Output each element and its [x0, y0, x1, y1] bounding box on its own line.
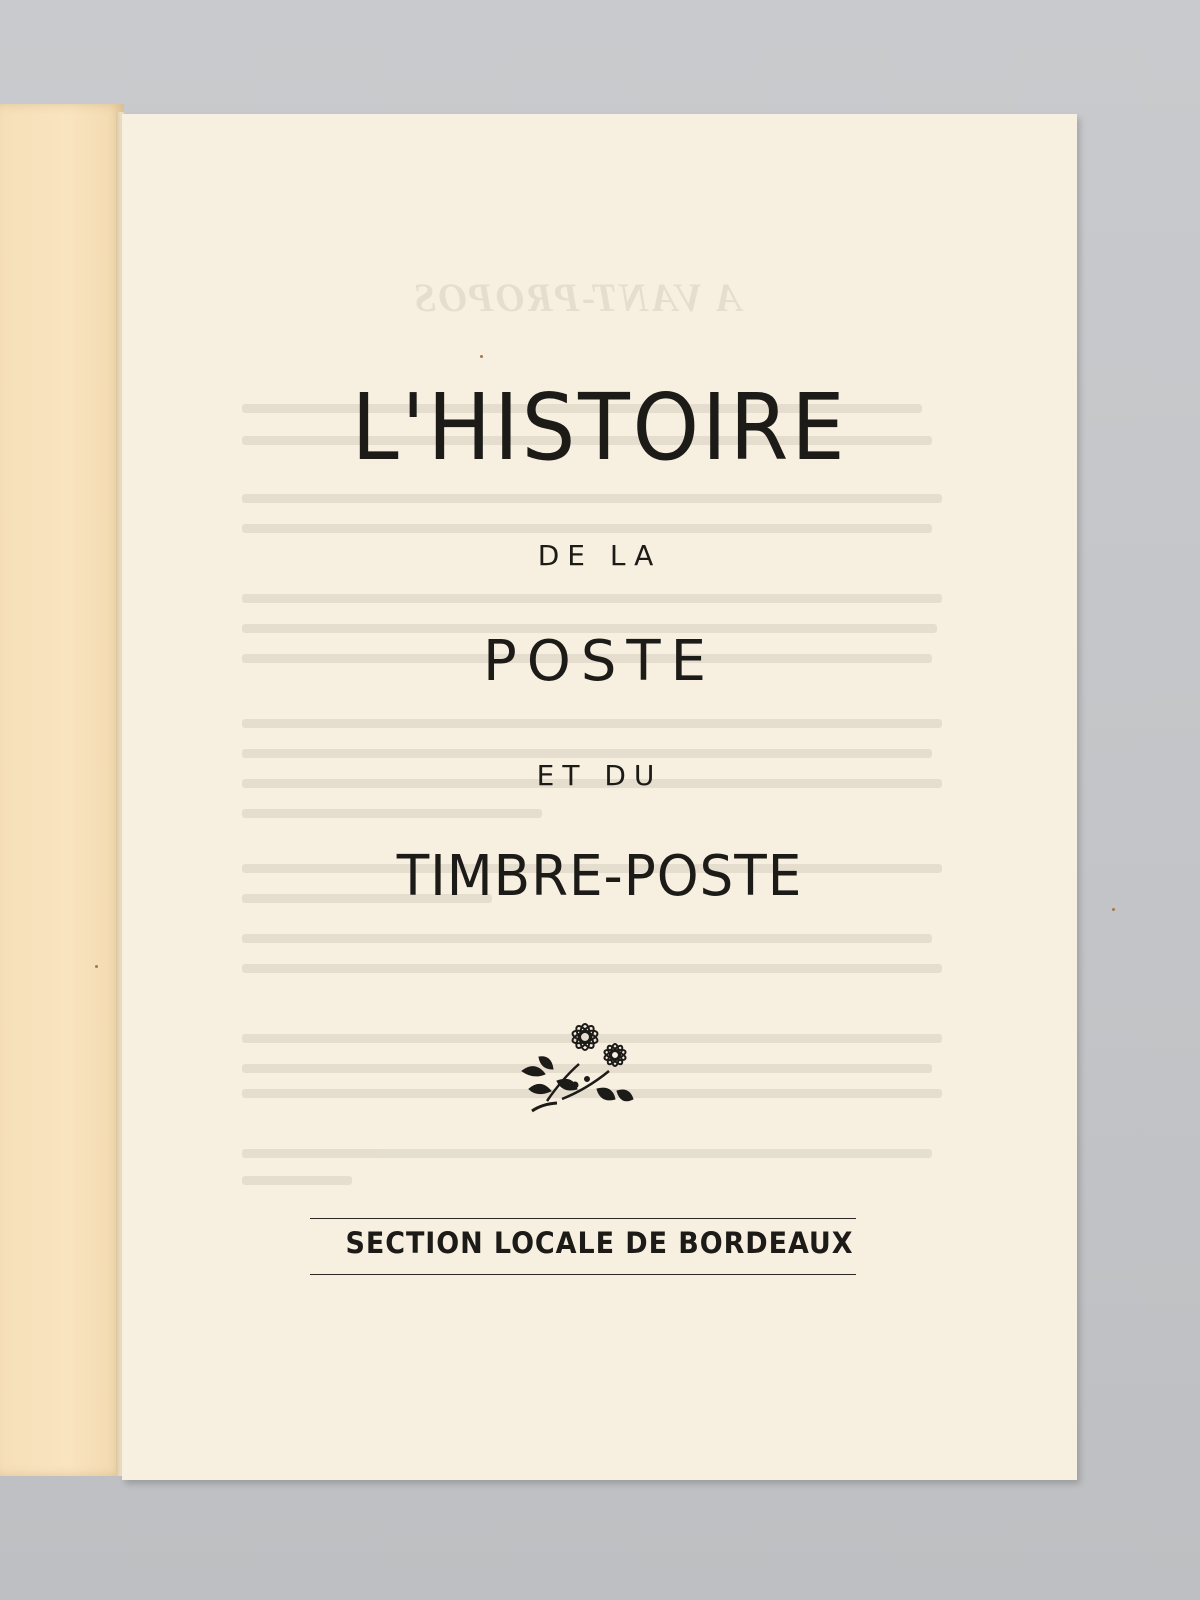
show-through-line: [242, 1149, 932, 1158]
title-timbre-poste: TIMBRE-POSTE: [396, 844, 803, 909]
title-page: [122, 114, 1077, 1480]
title-poste: POSTE: [483, 629, 716, 694]
show-through-line: [242, 494, 942, 503]
section-label: SECTION LOCALE DE BORDEAUX: [345, 1226, 854, 1260]
flower-bouquet-icon: [517, 1019, 647, 1119]
show-through-text: [122, 114, 1077, 1480]
title-main: L'HISTOIRE: [351, 374, 848, 481]
paper-speck: [480, 355, 483, 358]
show-through-line: [242, 594, 942, 603]
show-through-line: [242, 749, 932, 758]
show-through-line: [242, 934, 932, 943]
left-page: [0, 104, 124, 1476]
show-through-line: [242, 1176, 352, 1185]
section-rule-top: [310, 1218, 856, 1219]
title-connector-et-du: ET DU: [536, 759, 663, 792]
show-through-line: [242, 524, 932, 533]
section-rule-bottom: [310, 1274, 856, 1275]
paper-speck: [95, 965, 98, 968]
show-through-line: [242, 964, 942, 973]
title-connector-de-la: DE LA: [537, 539, 662, 572]
show-through-heading: A VANT-PROPOS: [412, 275, 742, 320]
paper-speck: [1112, 908, 1115, 911]
show-through-line: [242, 719, 942, 728]
show-through-line: [242, 809, 542, 818]
